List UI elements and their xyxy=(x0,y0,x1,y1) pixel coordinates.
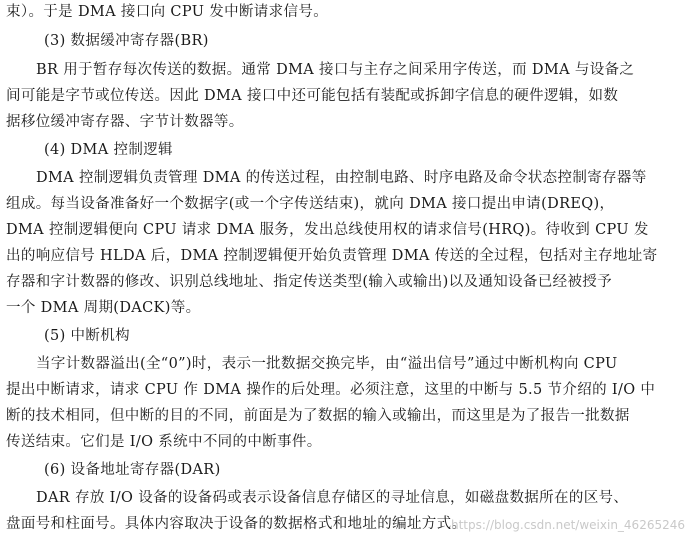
paragraph-line: DMA 控制逻辑便向 CPU 请求 DMA 服务，发出总线使用权的请求信号(HRQ)。待收到 CPU 发 xyxy=(6,222,649,238)
paragraph-line: 束）。于是 DMA 接口向 CPU 发中断请求信号。 xyxy=(6,4,329,20)
section-heading-br: (3) 数据缓冲寄存器(BR) xyxy=(44,33,209,49)
paragraph-line: 出的响应信号 HLDA 后，DMA 控制逻辑便开始负责管理 DMA 传送的全过程，包括对主存地址寄 xyxy=(6,248,658,264)
paragraph-line: 组成。每当设备准备好一个数据字(或一个字传送结束)，就向 DMA 接口提出申请(DREQ)， xyxy=(6,196,615,212)
paragraph-line: 断的技术相同，但中断的目的不同，前面是为了数据的输入或输出，而这里是为了报告一批数据 xyxy=(6,408,630,424)
paragraph-line: 存器和字计数器的修改、识别总线地址、指定传送类型(输入或输出)以及通知设备已经被授予 xyxy=(6,274,613,290)
paragraph-line: 当字计数器溢出(全“0”)时，表示一批数据交换完毕，由“溢出信号”通过中断机构向 CPU xyxy=(36,356,618,372)
paragraph-line: BR 用于暂存每次传送的数据。通常 DMA 接口与主存之间采用字传送，而 DMA 与设备之 xyxy=(36,62,635,78)
section-heading-interrupt: (5) 中断机构 xyxy=(44,328,130,344)
paragraph-line: DMA 控制逻辑负责管理 DMA 的传送过程，由控制电路、时序电路及命令状态控制寄存器等 xyxy=(36,170,647,186)
paragraph-line: 传送结束。它们是 I/O 系统中不同的中断事件。 xyxy=(6,434,322,450)
paragraph-line: 提出中断请求，请求 CPU 作 DMA 操作的后处理。必须注意，这里的中断与 5.5 节介绍的 I/O 中 xyxy=(6,382,656,398)
watermark-url: https://blog.csdn.net/weixin_46265246 xyxy=(450,518,685,532)
section-heading-dar: (6) 设备地址寄存器(DAR) xyxy=(44,462,221,478)
paragraph-line: 盘面号和柱面号。具体内容取决于设备的数据格式和地址的编址方式。 xyxy=(6,516,467,532)
paragraph-line: 间可能是字节或位传送。因此 DMA 接口中还可能包括有装配或拆卸字信息的硬件逻辑，如数 xyxy=(6,88,619,104)
paragraph-line: DAR 存放 I/O 设备的设备码或表示设备信息存储区的寻址信息，如磁盘数据所在的区号、 xyxy=(36,490,629,506)
paragraph-line: 一个 DMA 周期(DACK)等。 xyxy=(6,300,201,316)
paragraph-line: 据移位缓冲寄存器、字节计数器等。 xyxy=(6,114,244,130)
section-heading-dma-control-logic: (4) DMA 控制逻辑 xyxy=(44,142,173,158)
